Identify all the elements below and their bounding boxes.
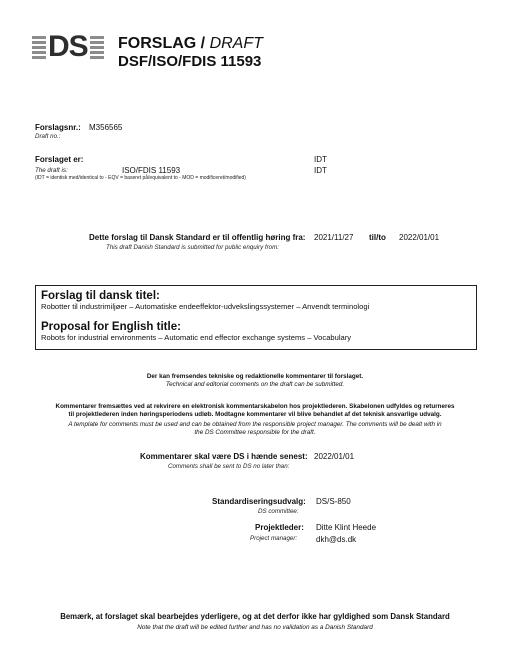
- footer-note-dk: Bemærk, at forslaget skal bearbejdes yderligere, og at det derfor ikke har gyldighed som Dansk Standard: [60, 612, 450, 621]
- draft-is-label: The draft is:: [35, 167, 68, 174]
- enquiry-label-en: This draft Danish Standard is submitted for public enquiry from:: [106, 244, 279, 251]
- project-manager-label-en: Project manager:: [250, 535, 298, 542]
- template-info-en-2: the DS Committee responsible for the draft.: [194, 429, 316, 436]
- comments-info-en: Technical and editorial comments on the draft can be submitted.: [165, 381, 345, 388]
- ds-logo: [32, 30, 108, 63]
- forslagsnr-value: M356565: [89, 123, 123, 132]
- draft-no-label: Draft no.:: [35, 133, 61, 140]
- enquiry-to-date: 2022/01/01: [399, 233, 440, 242]
- project-manager-name: Ditte Klint Heede: [316, 523, 377, 532]
- enquiry-til-label: til/to: [369, 233, 386, 242]
- idt-value-2: IDT: [314, 166, 327, 175]
- draft-is-value: ISO/FDIS 11593: [122, 166, 181, 175]
- document-type-title: [118, 35, 263, 53]
- comments-info-dk: Der kan fremsendes tekniske og redaktionelle kommentarer til forslaget.: [146, 373, 364, 380]
- english-title-heading: Proposal for English title:: [41, 321, 181, 333]
- idt-value-1: IDT: [314, 155, 327, 164]
- english-title: Robots for industrial environments – Automatic end effector exchange systems – Vocabulary: [41, 333, 352, 342]
- template-info-en-1: A template for comments must be used and can be obtained from the responsible project manager. The comments will be dealt with in: [68, 421, 442, 428]
- template-info-dk-2: til projektlederen inden høringsperiodens udløb. Modtagne kommentarer vil blive behandlet af det teknisk ansvarlige udvalg.: [68, 411, 442, 418]
- committee-label: Standardiseringsudvalg:: [212, 497, 306, 506]
- titles-box: [35, 285, 477, 350]
- deadline-label-en: Comments shall be sent to DS no later than:: [168, 463, 290, 470]
- template-info-dk-1: Kommentarer fremsættes ved at rekvirere en elektronisk kommentarskabelon hos projektlederen. Skabelonen udfyldes og returneres: [55, 403, 455, 410]
- enquiry-label: Dette forslag til Dansk Standard er til offentlig høring fra:: [89, 233, 306, 242]
- logo-bars-right-icon: [90, 36, 104, 61]
- logo-bars-left-icon: [32, 36, 46, 61]
- committee-label-en: DS committee:: [258, 508, 299, 515]
- footer-note-en: Note that the draft will be edited further and has no validation as a Danish Standard: [137, 624, 373, 631]
- project-manager-email[interactable]: dkh@ds.dk: [316, 535, 357, 544]
- deadline-value: 2022/01/01: [314, 452, 355, 461]
- idt-legend: (IDT = identisk med/identical to - EQV = baseret på/equivalent to - MOD = modificeret/modified): [35, 175, 246, 181]
- forslaget-er-label: Forslaget er:: [35, 155, 84, 164]
- deadline-label: Kommentarer skal være DS i hænde senest:: [140, 452, 308, 461]
- danish-title: Robotter til industrimiljøer – Automatiske endeeffektor-udvekslingssystemer – Anvendt terminologi: [41, 302, 370, 311]
- title-main: FORSLAG: [118, 35, 197, 52]
- title-separator: /: [196, 35, 210, 52]
- enquiry-from-date: 2021/11/27: [314, 233, 354, 242]
- title-draft: DRAFT: [209, 35, 263, 52]
- committee-value: DS/S-850: [316, 497, 351, 506]
- forslagsnr-label: Forslagsnr.:: [35, 123, 81, 132]
- danish-title-heading: Forslag til dansk titel:: [41, 290, 160, 302]
- logo-text: DS: [48, 30, 88, 63]
- project-manager-label: Projektleder:: [255, 523, 304, 532]
- standard-id: DSF/ISO/FDIS 11593: [118, 53, 262, 70]
